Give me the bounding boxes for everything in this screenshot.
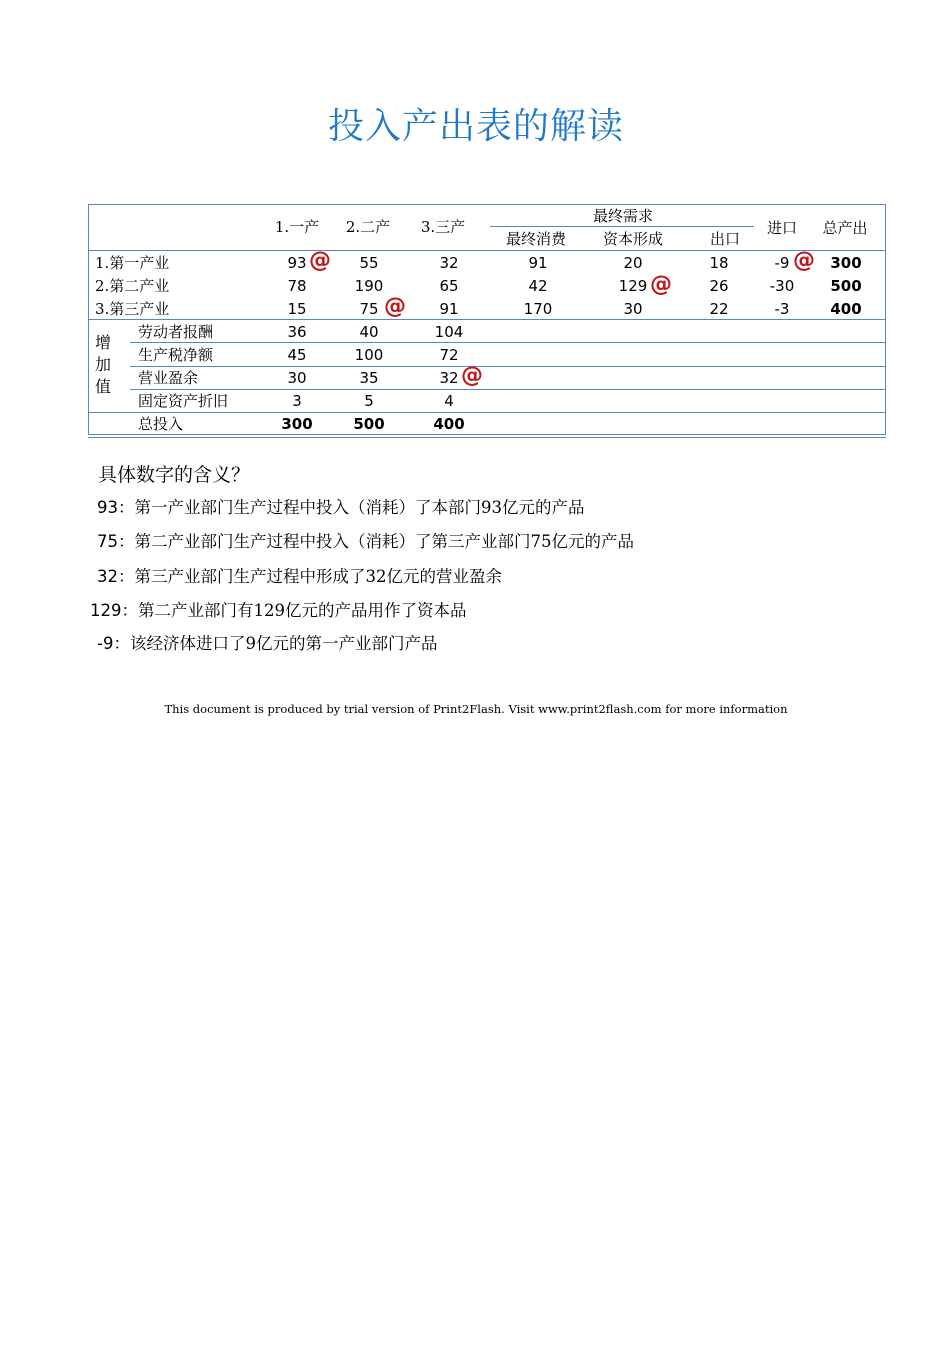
explanation-text: 第一产业部门生产过程中投入（消耗）了本部门93亿元的产品 [134,498,585,517]
explanation-text: 第二产业部门生产过程中投入（消耗）了第三产业部门75亿元的产品 [134,532,634,551]
marker-32: @ [461,363,483,388]
table-bottom-rule [88,437,886,438]
cell-r1-c1: 93 [287,254,307,272]
cell-r1-c2: 55 [359,254,379,272]
explanation-text: 该经济体进口了9亿元的第一产业部门产品 [129,634,438,653]
va-r2-c3: 72 [439,346,459,364]
va-label-surplus: 营业盈余 [138,369,199,387]
cell-r2-c2: 190 [354,277,384,295]
col-header-2: 2.二产 [345,218,391,236]
explanation-number: 75： [97,532,135,551]
va-r3-c3: 32 [439,369,459,387]
va-r1-c3: 104 [434,323,464,341]
row-label-secondary: 2.第二产业 [95,277,170,295]
cell-r2-c3: 65 [439,277,459,295]
col-header-1: 1.一产 [274,218,320,236]
cell-r3-c1: 15 [287,300,307,318]
row-label-primary: 1.第一产业 [95,254,170,272]
cell-r2-c7: -30 [769,277,795,295]
explanation-text: 第二产业部门有129亿元的产品用作了资本品 [138,601,467,620]
explanation-item [97,497,585,519]
trial-footer: This document is produced by trial version of Print2Flash. Visit www.print2flash.com for more information [164,702,788,716]
va-label-tax: 生产税净额 [138,346,214,364]
final-demand-header: 最终需求 [592,207,654,225]
va-label-labor: 劳动者报酬 [138,323,214,341]
cell-r2-c1: 78 [287,277,307,295]
explanation-number: 93： [97,498,135,517]
cell-r3-c5: 30 [623,300,643,318]
va-rule-2 [130,366,886,367]
va-r1-c1: 36 [287,323,307,341]
total-input-c2: 500 [353,415,385,433]
import-header: 进口 [766,219,798,237]
cell-r1-c3: 32 [439,254,459,272]
total-input-c3: 400 [433,415,465,433]
cell-r3-c4: 170 [523,300,553,318]
cell-r1-c7: -9 [774,254,790,272]
va-r4-c3: 4 [444,392,454,410]
cell-r2-c4: 42 [528,277,548,295]
cell-r3-c8: 400 [830,300,862,318]
value-added-label: 增加值 [95,333,112,396]
cell-r2-c8: 500 [830,277,862,295]
export-header: 出口 [709,230,741,248]
cell-r1-c5: 20 [623,254,643,272]
final-consumption-header: 最终消费 [505,230,567,248]
va-r2-c1: 45 [287,346,307,364]
cell-r2-c5: 129 [618,277,648,295]
cell-r1-c6: 18 [709,254,729,272]
explanation-item [97,566,502,588]
va-r1-c2: 40 [359,323,379,341]
col-header-3: 3.三产 [420,218,466,236]
explanation-number: -9： [97,634,130,653]
total-input-label: 总投入 [138,415,184,433]
va-rule-4 [88,412,886,413]
cell-r1-c8: 300 [830,254,862,272]
explanation-item [90,600,467,622]
va-rule-3 [130,389,886,390]
header-rule [88,250,886,251]
explanation-item [97,531,634,553]
cell-r1-c4: 91 [528,254,548,272]
page-title: 投入产出表的解读 [327,106,624,147]
total-output-header: 总产出 [822,219,868,237]
cell-r3-c2: 75 [359,300,379,318]
cell-r3-c6: 22 [709,300,729,318]
question-heading: 具体数字的含义？ [98,464,251,486]
va-label-depreciation: 固定资产折旧 [138,392,229,410]
marker-129: @ [650,272,672,297]
explanation-item [97,633,437,655]
va-r4-c1: 3 [292,392,302,410]
marker-minus9: @ [793,248,815,273]
marker-93: @ [309,248,331,273]
explanation-number: 32： [97,567,135,586]
va-rule-1 [130,342,886,343]
explanation-text: 第三产业部门生产过程中形成了32亿元的营业盈余 [134,567,502,586]
cell-r3-c3: 91 [439,300,459,318]
va-r4-c2: 5 [364,392,374,410]
industry-rule [88,319,886,320]
explanation-number: 129： [90,601,138,620]
marker-75: @ [384,294,406,319]
cell-r3-c7: -3 [774,300,790,318]
va-r3-c1: 30 [287,369,307,387]
capital-formation-header: 资本形成 [602,230,664,248]
total-input-c1: 300 [281,415,313,433]
va-r2-c2: 100 [354,346,384,364]
va-r3-c2: 35 [359,369,379,387]
final-demand-underline [490,226,754,227]
cell-r2-c6: 26 [709,277,729,295]
row-label-tertiary: 3.第三产业 [95,300,170,318]
